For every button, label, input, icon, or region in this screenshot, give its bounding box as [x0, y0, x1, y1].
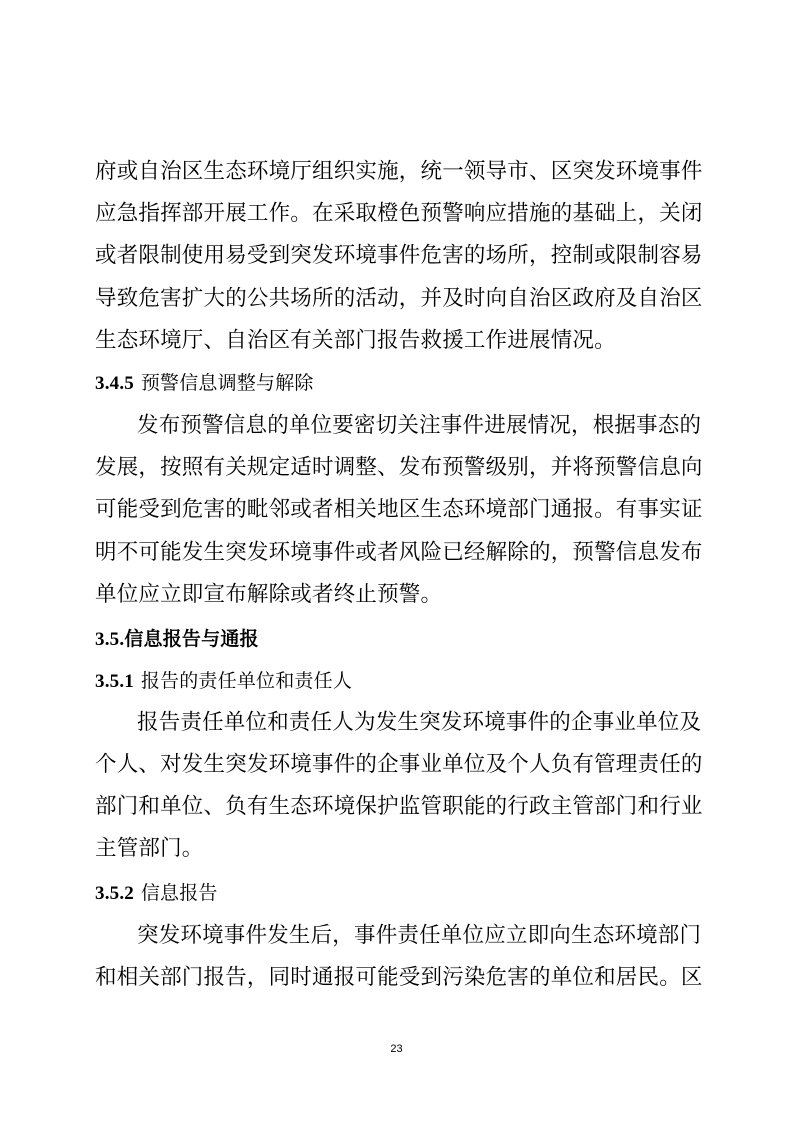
- section-number: 3.5.2: [95, 883, 134, 904]
- paragraph-line: 发布预警信息的单位要密切关注事件进展情况，根据事态的: [137, 413, 702, 438]
- section-heading-3-4-5: [95, 368, 314, 399]
- paragraph-line: 明不可能发生突发环境事件或者风险已经解除的，预警信息发布: [95, 540, 703, 565]
- paragraph-line: 主管部门。: [95, 836, 204, 861]
- paragraph-line: 导致危害扩大的公共场所的活动，并及时向自治区政府及自治区: [95, 286, 703, 311]
- page-number: 23: [390, 1043, 403, 1055]
- section-heading-3-5-2: [95, 878, 218, 909]
- paragraph-line: 生态环境厅、自治区有关部门报告救援工作进展情况。: [95, 328, 616, 353]
- section-heading-3-5: [95, 624, 259, 655]
- section-number: 3.5.: [95, 629, 125, 650]
- paragraph-line: 或者限制使用易受到突发环境事件危害的场所，控制或限制容易: [95, 243, 703, 268]
- section-number: 3.5.1: [95, 671, 134, 692]
- section-number: 3.4.5: [95, 373, 134, 394]
- paragraph-line: 突发环境事件发生后，事件责任单位应立即向生态环境部门: [137, 923, 702, 948]
- paragraph-line: 府或自治区生态环境厅组织实施，统一领导市、区突发环境事件: [95, 159, 703, 184]
- paragraph-line: 应急指挥部开展工作。在采取橙色预警响应措施的基础上，关闭: [95, 201, 703, 226]
- section-heading-3-5-1: [95, 666, 352, 697]
- paragraph-line: 报告责任单位和责任人为发生突发环境事件的企事业单位及: [137, 710, 702, 735]
- section-title: 信息报告与通报: [124, 628, 259, 650]
- section-title: 信息报告: [140, 882, 218, 904]
- paragraph-line: 单位应立即宣布解除或者终止预警。: [95, 582, 443, 607]
- section-title: 预警信息调整与解除: [140, 372, 314, 394]
- paragraph-line: 发展，按照有关规定适时调整、发布预警级别，并将预警信息向: [95, 455, 703, 480]
- paragraph-line: 部门和单位、负有生态环境保护监管职能的行政主管部门和行业: [95, 794, 703, 819]
- paragraph-line: 和相关部门报告，同时通报可能受到污染危害的单位和居民。区: [95, 965, 703, 990]
- paragraph-line: 个人、对发生突发环境事件的企事业单位及个人负有管理责任的: [95, 752, 703, 777]
- paragraph-line: 可能受到危害的毗邻或者相关地区生态环境部门通报。有事实证: [95, 497, 703, 522]
- section-title: 报告的责任单位和责任人: [140, 670, 353, 692]
